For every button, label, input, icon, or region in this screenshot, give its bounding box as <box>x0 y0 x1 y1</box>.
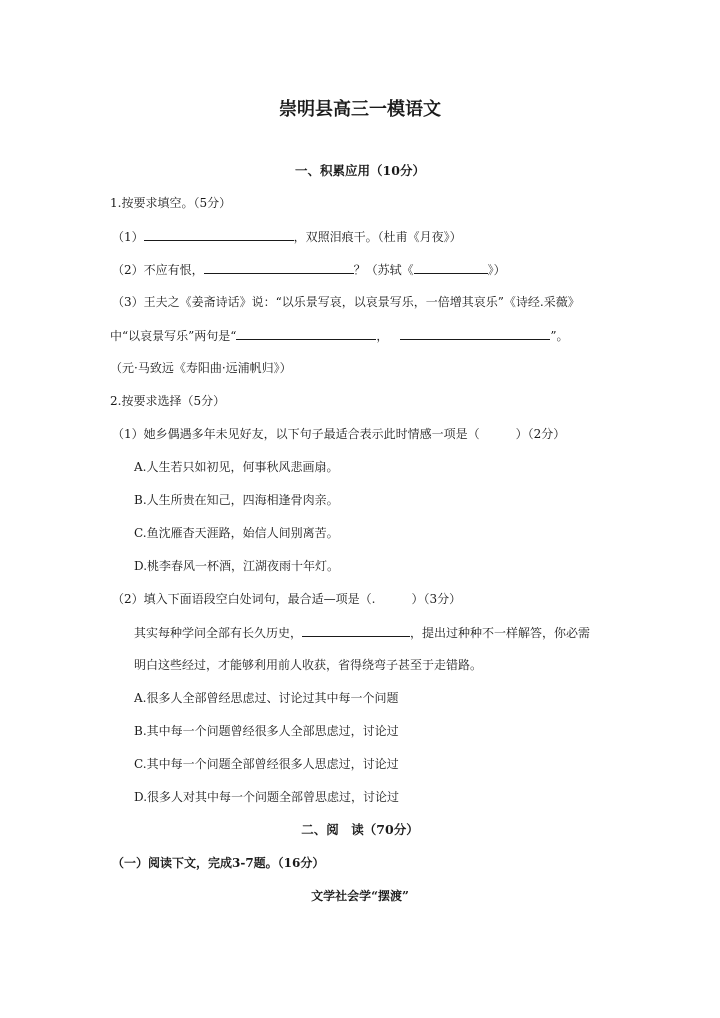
reading-part-1-heading: （一）阅读下文，完成3-7题。（16分） <box>112 856 325 870</box>
item-text: ，双照泪痕干。（杜甫《月夜》） <box>293 230 462 244</box>
passage-text: 其实每种学问全部有长久历史， <box>134 626 303 640</box>
item-text: ”。 <box>550 329 569 343</box>
question-1-item-1 <box>112 228 462 245</box>
question-2-stem: 2.按要求选择（5分） <box>110 394 226 408</box>
fill-blank[interactable] <box>400 327 550 340</box>
question-1-item-3-line-1: （3）王夫之《姜斋诗话》说：“以乐景写哀，以哀景写乐，一倍增其哀乐”《诗经.采薇》 <box>112 295 580 309</box>
fill-blank[interactable] <box>302 624 410 637</box>
passage-line-2: 明白这些经过，才能够利用前人收获，省得绕弯子甚至于走错路。 <box>134 658 483 672</box>
section-heading-1: 一、积累应用（10分） <box>295 163 425 178</box>
option-a[interactable]: A.很多人全部曾经思虑过、讨论过其中每一个问题 <box>134 691 399 705</box>
item-text: ？（苏轼《 <box>353 263 414 277</box>
fill-blank[interactable] <box>236 327 376 340</box>
page-title: 崇明县高三一模语文 <box>279 99 441 120</box>
option-b[interactable]: B.人生所贵在知己，四海相逢骨肉亲。 <box>134 493 339 507</box>
question-1-item-3-line-3: （元·马致远《寿阳曲·远浦帆归》） <box>110 361 292 375</box>
passage-text: ，提出过种种不一样解答，你必需 <box>410 626 591 640</box>
fill-blank[interactable] <box>414 261 488 274</box>
option-b[interactable]: B.其中每一个问题曾经很多人全部思虑过，讨论过 <box>134 724 399 738</box>
item-text: ， <box>376 329 389 343</box>
question-1-item-2 <box>112 261 506 278</box>
item-text: 》） <box>487 263 506 277</box>
option-c[interactable]: C.鱼沈雁杳天涯路，始信人间别离苦。 <box>134 526 339 540</box>
fill-blank[interactable] <box>204 261 354 274</box>
passage-line-1 <box>134 624 590 641</box>
fill-blank[interactable] <box>144 228 294 241</box>
option-d[interactable]: D.桃李春风一杯酒，江湖夜雨十年灯。 <box>134 559 340 573</box>
question-1-stem: 1.按要求填空。（5分） <box>110 196 232 210</box>
option-d[interactable]: D.很多人对其中每一个问题全部曾思虑过，讨论过 <box>134 790 400 804</box>
item-text: （2）不应有恨， <box>112 263 204 277</box>
option-a[interactable]: A.人生若只如初见，何事秋风悲画扇。 <box>134 460 339 474</box>
item-number: （1） <box>112 230 144 244</box>
section-heading-2: 二、阅 读（70分） <box>301 822 419 837</box>
question-2-1-stem: （1）她乡偶遇多年未见好友，以下句子最适合表示此时情感一项是（ ）（2分） <box>112 427 566 441</box>
article-title: 文学社会学“摆渡” <box>311 889 409 903</box>
item-text: 中“以哀景写乐”两句是“ <box>110 329 237 343</box>
option-c[interactable]: C.其中每一个问题全部曾经很多人思虑过，讨论过 <box>134 757 399 771</box>
question-2-2-stem: （2）填入下面语段空白处词句，最合适—项是（. ）（3分） <box>112 592 462 606</box>
question-1-item-3-line-2 <box>110 327 569 344</box>
